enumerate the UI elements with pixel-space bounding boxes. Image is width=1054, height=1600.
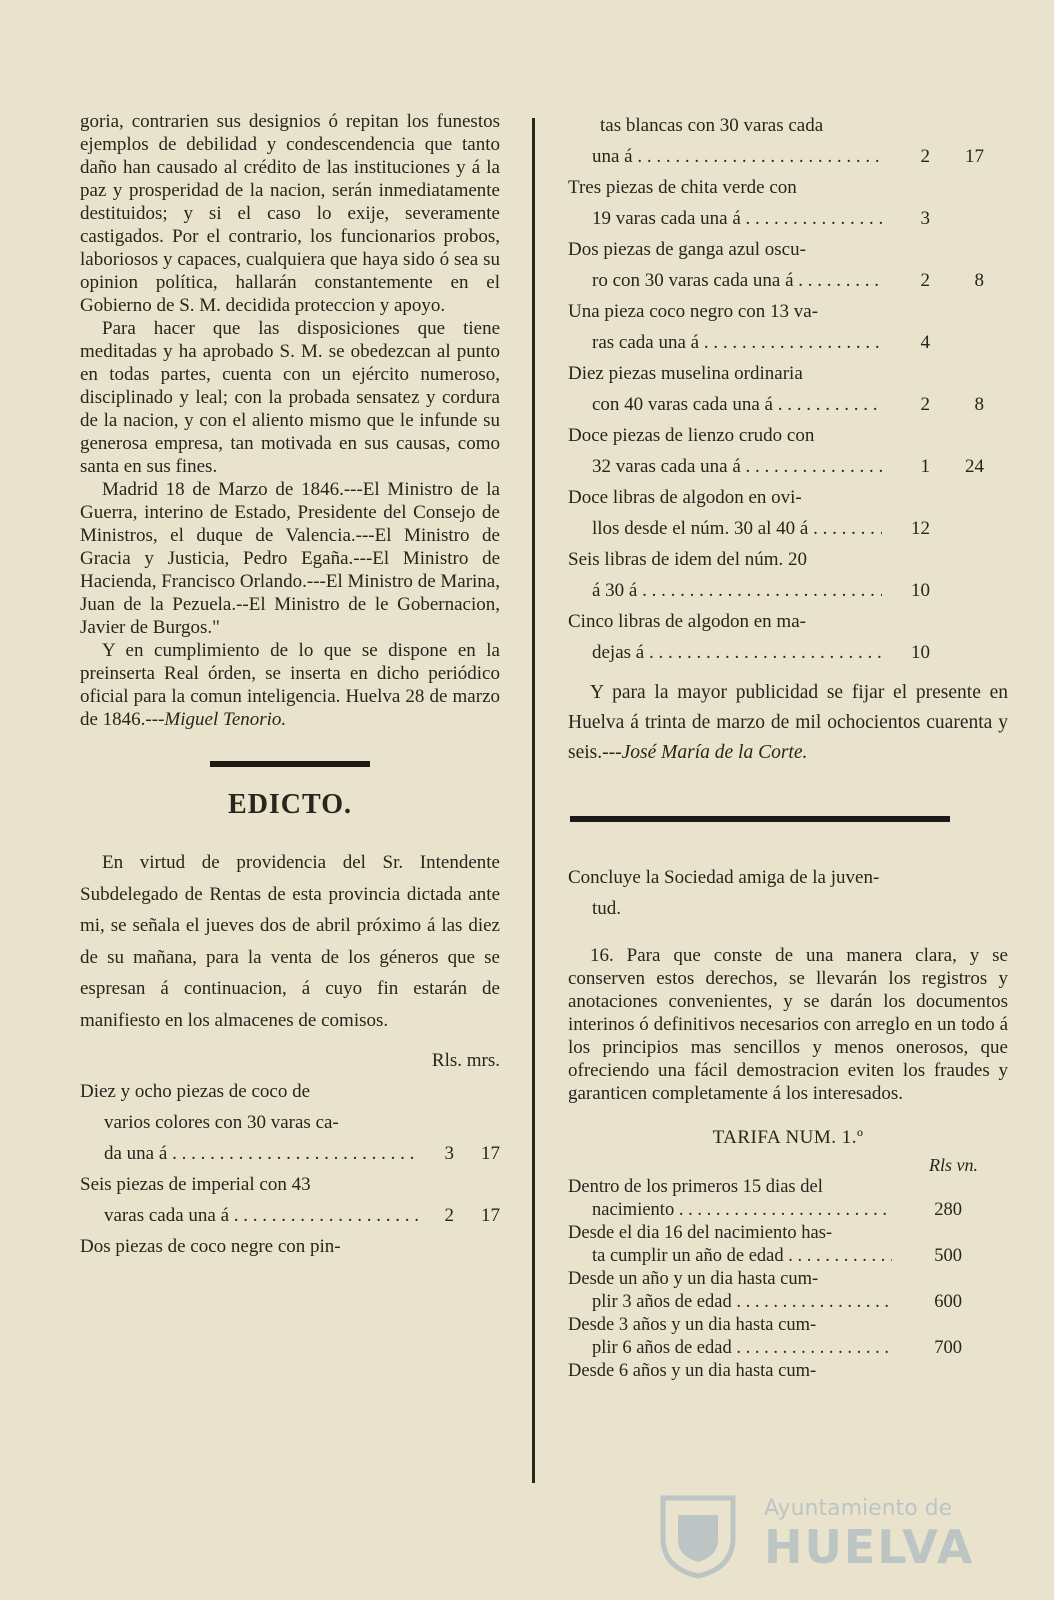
section-divider (570, 816, 950, 822)
list-item: Cinco libras de algodon en ma- dejas á . . . 10 (568, 606, 1008, 668)
tarifa-row: Dentro de los primeros 15 dias del nacimiento . . . 280 (568, 1176, 1008, 1222)
goods-list (568, 110, 1008, 668)
tarifa-row: Desde un año y un dia hasta cum- plir 3 años de edad . . . 600 (568, 1268, 1008, 1314)
tarifa-list (568, 1176, 1008, 1360)
edict-paragraph: En virtud de providencia del Sr. Intendente Subdelegado de Rentas de esta provincia dictada ante mi, se señala el jueves dos de abril próximo á las diez de su mañana, para la venta de los géneros que se espresan á continuacion, á cuyo fin estarán de manifiesto en los almacenes de comisos. (80, 852, 500, 1031)
tarifa-row: Desde el dia 16 del nacimiento has- ta cumplir un año de edad . . . 500 (568, 1222, 1008, 1268)
tarifa-column-header: Rls vn. (929, 1155, 978, 1175)
list-item: Doce piezas de lienzo crudo con 32 varas cada una á . . . 1 24 (568, 420, 1008, 482)
signature: José María de la Corte. (621, 742, 808, 763)
column-divider (532, 118, 535, 1483)
watermark-line-2: HUELVA (764, 1520, 975, 1574)
list-item: Diez y ocho piezas de coco de varios colores con 30 varas ca- da una á . . . 3 17 (80, 1076, 500, 1169)
list-item: Seis piezas de imperial con 43 varas cada una á . . . 2 17 (80, 1169, 500, 1231)
watermark-line-1: Ayuntamiento de (764, 1496, 953, 1521)
signature: Miguel Tenorio. (164, 709, 287, 730)
paragraph-dispositions: Para hacer que las disposiciones que tiene meditadas y ha aprobado S. M. se obedezcan al punto en todas partes, cuenta con un ejército numeroso, disciplinado y leal; con la probada sensatez y cordura de la nacion, y con el aliento mismo que le infunde su generosa empresa, tan motivada en sus causas, como santa en sus fines. (80, 318, 500, 477)
watermark (648, 1490, 978, 1580)
tarifa-row: Desde 3 años y un dia hasta cum- plir 6 años de edad . . . 700 (568, 1314, 1008, 1360)
section-divider (210, 761, 370, 767)
edict-title: EDICTO. (228, 789, 352, 820)
list-item: Una pieza coco negro con 13 va- ras cada una á . . . 4 (568, 296, 1008, 358)
paragraph-compliance: Y en cumplimiento de lo que se dispone en la preinserta Real órden, se inserta en dicho periódico oficial para la comun inteligencia. Huelva 28 de marzo de 1846.---Miguel Tenorio. (80, 640, 500, 730)
column-header: Rls. mrs. (431, 1050, 500, 1071)
tarifa-row: Desde 6 años y un dia hasta cum- (568, 1361, 817, 1381)
coat-of-arms-icon (648, 1490, 748, 1580)
list-item: Dos piezas de ganga azul oscu- ro con 30 varas cada una á . . . 2 8 (568, 234, 1008, 296)
list-item: Seis libras de idem del núm. 20 á 30 á . . . 10 (568, 544, 1008, 606)
section-title: Concluye la Sociedad amiga de la juven- tud. (568, 867, 880, 919)
tarifa-title: TARIFA NUM. 1.º (712, 1127, 864, 1148)
paragraph-decree-end: goria, contrarien sus designios ó repitan los funestos ejemplos de debilidad y condescendencia que tanto daño han causado al crédito de las instituciones y á la paz y prosperidad de la nacion, serán inmediatamente destituidos; y si el caso lo exije, severamente castigados. Por el contrario, los funcionarios probos, laboriosos y capaces, cualquiera que haya sido ó sea su opinion política, hallarán constantemente en el Gobierno de S. M. decidida proteccion y apoyo. (80, 111, 500, 316)
list-item: Tres piezas de chita verde con 19 varas cada una á . . . 3 (568, 172, 1008, 234)
right-column (568, 110, 1008, 1383)
closing-paragraph: Y para la mayor publicidad se fijar el presente en Huelva á trinta de marzo de mil ochocientos cuarenta y seis.---José María de la Corte. (568, 682, 1008, 763)
paragraph-16: 16. Para que conste de una manera clara, y se conserven estos derechos, se llevarán los registros y anotaciones convenientes, y se darán los documentos interinos ó definitivos necesarios con arreglo en un todo á los principios mas sencillos y menos onerosos, que ofreciendo una fácil demostracion eviten los fraudes y garanticen completamente á los interesados. (568, 945, 1008, 1104)
list-item: Diez piezas muselina ordinaria con 40 varas cada una á . . . 2 8 (568, 358, 1008, 420)
list-item: tas blancas con 30 varas cada una á . . . 2 17 (568, 110, 1008, 172)
paragraph-ministers: Madrid 18 de Marzo de 1846.---El Ministro de la Guerra, interino de Estado, Presidente del Consejo de Ministros, el duque de Valencia.---El Ministro de Gracia y Justicia, Pedro Egaña.---El Ministro de Hacienda, Francisco Orlando.---El Ministro de Marina, Juan de la Pezuela.--El Ministro de le Gobernacion, Javier de Burgos." (80, 479, 500, 638)
list-item: Dos piezas de coco negre con pin- (80, 1236, 341, 1257)
list-item: Doce libras de algodon en ovi- llos desde el núm. 30 al 40 á . . . 12 (568, 482, 1008, 544)
left-column (80, 110, 500, 1262)
